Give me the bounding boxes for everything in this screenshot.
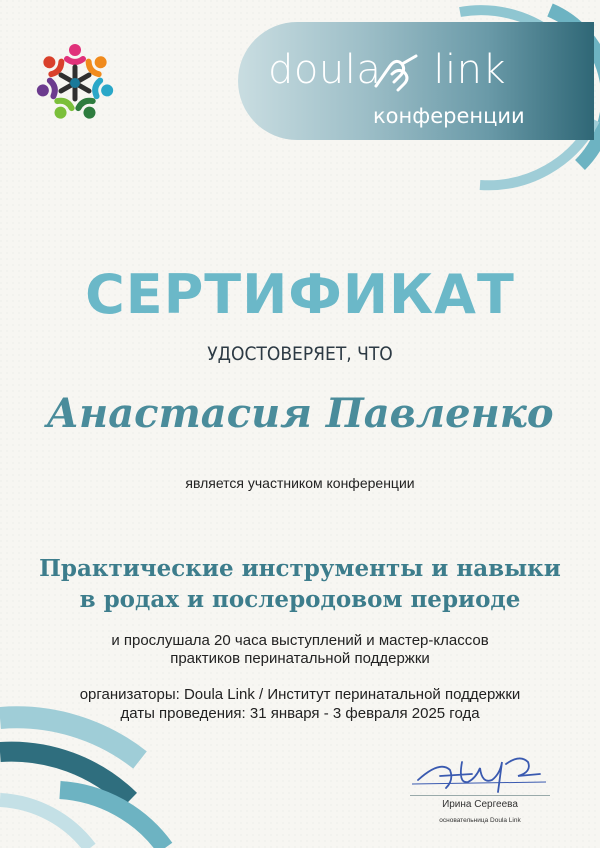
organizers-text: организаторы: Doula Link / Институт перинатальной поддержки bbox=[79, 686, 521, 703]
recipient-name: Анастасия Павленко bbox=[46, 390, 554, 437]
participant-text: является участником конференции bbox=[185, 475, 415, 491]
bottom-left-arcs-decoration bbox=[0, 690, 240, 848]
conference-title bbox=[20, 553, 580, 615]
signer-name: Ирина Сергеева bbox=[442, 799, 518, 810]
certificate-title: СЕРТИФИКАТ bbox=[85, 263, 515, 326]
dates-text: даты проведения: 31 января - 3 февраля 2025 года bbox=[120, 705, 480, 722]
brand-doula: doula bbox=[268, 47, 382, 93]
brand-link: link bbox=[433, 47, 507, 93]
certifies-label: УДОСТОВЕРЯЕТ, ЧТО bbox=[207, 343, 393, 365]
signature-line bbox=[410, 795, 550, 796]
signature-image bbox=[410, 740, 550, 800]
doula-link-logo bbox=[30, 38, 120, 128]
listened-line1: и прослушала 20 часа выступлений и мастер-классов bbox=[111, 632, 489, 649]
listened-text bbox=[0, 632, 600, 668]
header-banner bbox=[238, 22, 594, 140]
conference-title-line1: Практические инструменты и навыки bbox=[39, 555, 561, 582]
conference-title-line2: в родах и послеродовом периоде bbox=[79, 586, 521, 613]
brand-subtitle: конференции bbox=[373, 104, 525, 128]
listened-line2: практиков перинатальной поддержки bbox=[170, 650, 430, 667]
signer-role: основательница Doula Link bbox=[439, 817, 521, 824]
chain-link-icon bbox=[372, 52, 420, 92]
